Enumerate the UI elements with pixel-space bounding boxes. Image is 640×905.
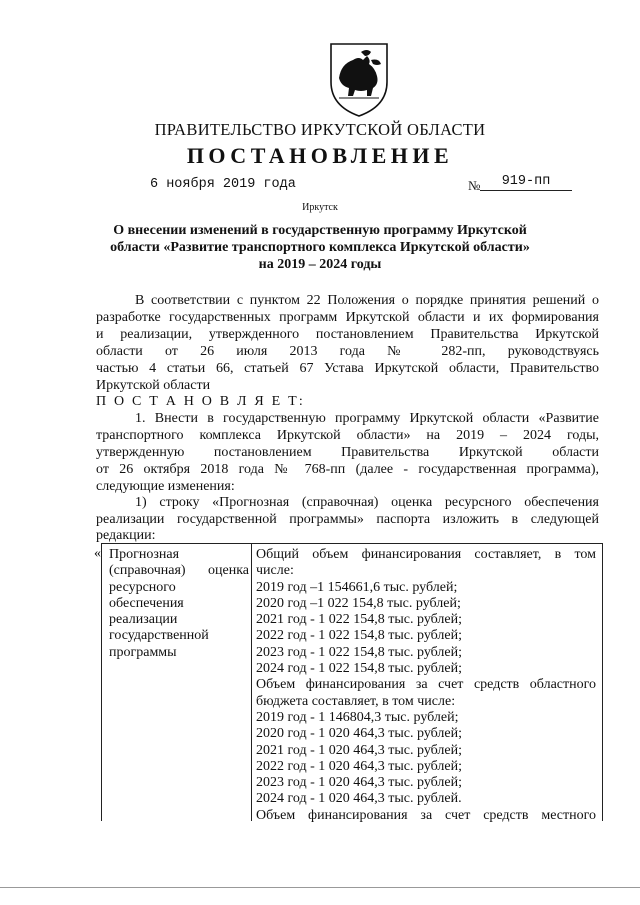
coat-of-arms-emblem bbox=[327, 38, 391, 118]
number-label: № bbox=[468, 178, 481, 193]
value-line: 2021 год - 1 020 464,3 тыс. рублей; bbox=[256, 742, 463, 758]
body-line: частью 4 статьи 66, статьей 67 Устава Иркутской области, Правительство bbox=[96, 361, 599, 376]
label-line: Прогнозная bbox=[109, 547, 180, 562]
page-edge-line bbox=[0, 887, 640, 888]
document-type: ПОСТАНОВЛЕНИЕ bbox=[186, 143, 454, 168]
body-line: утвержденную постановлением Правительства Иркутской области bbox=[96, 445, 599, 460]
value-line: 2022 год - 1 022 154,8 тыс. рублей; bbox=[256, 628, 463, 644]
label-line: (справочная) оценка bbox=[109, 563, 249, 579]
title-line: области «Развитие транспортного комплекса Иркутской области» bbox=[110, 240, 530, 255]
body-line: 1) строку «Прогнозная (справочная) оценка ресурсного обеспечения bbox=[135, 495, 599, 510]
table-open-quote: « bbox=[94, 546, 101, 561]
value-line: 2023 год - 1 020 464,3 тыс. рублей; bbox=[256, 775, 463, 791]
value-line: 2021 год - 1 022 154,8 тыс. рублей; bbox=[256, 612, 463, 628]
body-line: редакции: bbox=[96, 528, 156, 543]
body-line: разработке государственных программ Иркутской области и их формирования bbox=[96, 310, 599, 325]
body-line: от 26 октября 2018 года № 768-пп (далее - государственная программа), bbox=[96, 462, 599, 477]
body-line: и реализации, утвержденного постановлением Правительства Иркутской bbox=[96, 327, 599, 342]
decree-verb: П О С Т А Н О В Л Я Е Т: bbox=[96, 394, 305, 409]
value-line: 2020 год - 1 020 464,3 тыс. рублей; bbox=[256, 726, 463, 742]
value-line: 2024 год - 1 020 464,3 тыс. рублей. bbox=[256, 791, 462, 807]
column-divider bbox=[251, 544, 252, 821]
label-line: ресурсного bbox=[109, 579, 176, 595]
label-line: государственной bbox=[109, 628, 209, 644]
title-line: О внесении изменений в государственную программу Иркутской bbox=[113, 223, 527, 238]
table-row-value bbox=[256, 547, 596, 824]
value-line: Объем финансирования за счет средств местного bbox=[256, 807, 596, 823]
body-line: следующие изменения: bbox=[96, 479, 235, 494]
value-line: 2019 год –1 154661,6 тыс. рублей; bbox=[256, 579, 458, 595]
document-date: 6 ноября 2019 года bbox=[150, 177, 296, 192]
value-line: 2023 год - 1 022 154,8 тыс. рублей; bbox=[256, 644, 463, 660]
body-line: области от 26 июля 2013 года № 282-пп, руководствуясь bbox=[96, 344, 599, 359]
body-line: реализации государственной программы» паспорта изложить в следующей bbox=[96, 512, 599, 527]
value-line: Общий объем финансирования составляет, в том bbox=[256, 547, 596, 562]
value-line: 2022 год - 1 020 464,3 тыс. рублей; bbox=[256, 758, 463, 774]
value-line: Объем финансирования за счет средств областного bbox=[256, 677, 596, 693]
body-line: 1. Внести в государственную программу Иркутской области «Развитие bbox=[135, 411, 599, 426]
document-number: 919-пп bbox=[480, 174, 572, 191]
value-line: 2019 год - 1 146804,3 тыс. рублей; bbox=[256, 709, 459, 725]
title-line: на 2019 – 2024 годы bbox=[258, 257, 382, 272]
body-line: В соответствии с пунктом 22 Положения о порядке принятия решений о bbox=[135, 293, 599, 308]
label-line: обеспечения bbox=[109, 595, 184, 611]
value-line: 2024 год - 1 022 154,8 тыс. рублей; bbox=[256, 661, 463, 677]
label-line: программы bbox=[109, 644, 177, 660]
document-title bbox=[90, 222, 550, 273]
passport-table bbox=[101, 543, 603, 821]
value-line: 2020 год –1 022 154,8 тыс. рублей; bbox=[256, 595, 461, 611]
value-line: числе: bbox=[256, 563, 294, 579]
label-line: реализации bbox=[109, 612, 178, 628]
value-line: бюджета составляет, в том числе: bbox=[256, 693, 456, 709]
city: Иркутск bbox=[302, 202, 338, 213]
table-row-label bbox=[109, 547, 249, 661]
body-line: Иркутской области bbox=[96, 378, 211, 393]
government-name: ПРАВИТЕЛЬСТВО ИРКУТСКОЙ ОБЛАСТИ bbox=[154, 120, 486, 139]
body-line: транспортного комплекса Иркутской области» на 2019 – 2024 годы, bbox=[96, 428, 599, 443]
